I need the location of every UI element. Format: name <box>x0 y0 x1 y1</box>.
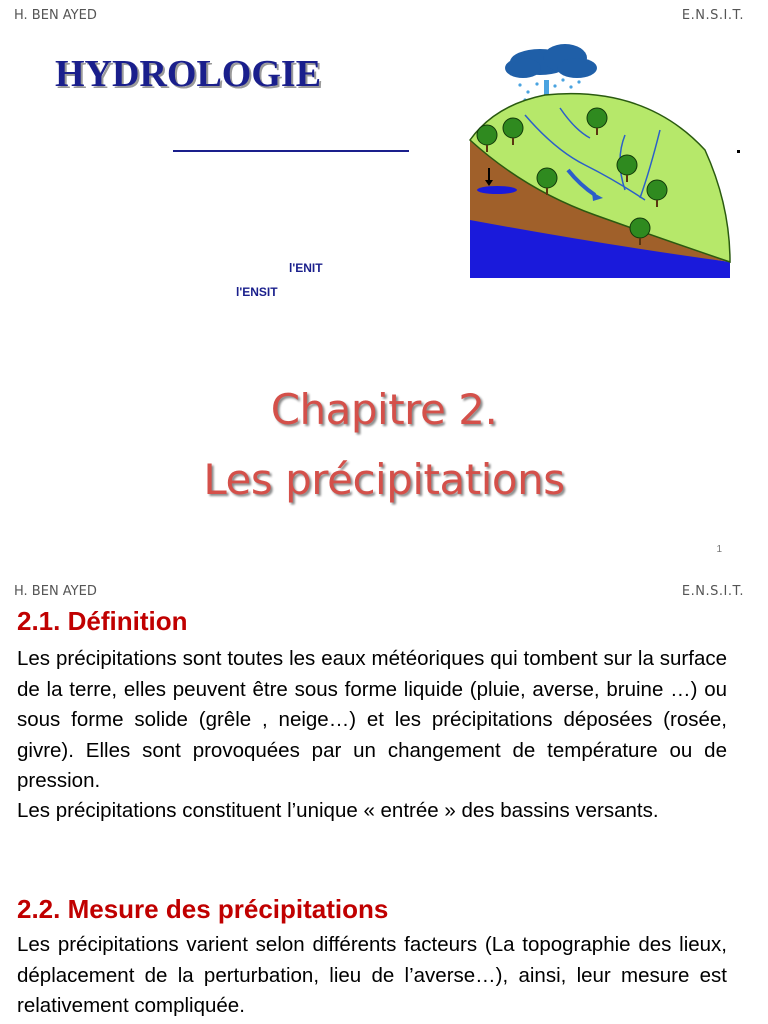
school-header: E.N.S.I.T. <box>681 584 744 599</box>
section-heading-mesure: 2.2. Mesure des précipitations <box>17 894 389 924</box>
slide-2 <box>0 570 768 1024</box>
chapter-title: Les précipitations <box>203 455 565 504</box>
ensit-label: l'ENSIT <box>236 285 278 299</box>
author-header: H. BEN AYED <box>14 8 97 23</box>
school-header: E.N.S.I.T. <box>681 8 744 23</box>
chapter-number: Chapitre 2. <box>270 385 498 434</box>
course-title: HYDROLOGIE <box>55 53 322 95</box>
title-underline <box>173 150 409 152</box>
author-header: H. BEN AYED <box>14 584 97 599</box>
page-number: 1 <box>716 544 722 555</box>
stray-dot <box>737 150 740 153</box>
section-heading-definition: 2.1. Définition <box>17 606 188 636</box>
entry-paragraph: Les précipitations constituent l’unique « entrée » des bassins versants. <box>17 799 659 822</box>
mesure-paragraph: Les précipitations varient selon différents facteurs (La topographie des lieux, déplacement de la perturbation, lieu de l’averse…), ainsi, leur mesure est relativement compliquée. <box>17 933 727 1017</box>
definition-paragraph: Les précipitations sont toutes les eaux météoriques qui tombent sur la surface de la terre, elles peuvent être sous forme liquide (pluie, averse, bruine …) ou sous forme solide (grêle , neige…) et les précipitations déposées (rosée, givre). Elles sont provoquées par un changement de température ou de pression. <box>17 647 727 792</box>
enit-label: l'ENIT <box>289 261 323 275</box>
watershed-illustration <box>465 40 735 280</box>
